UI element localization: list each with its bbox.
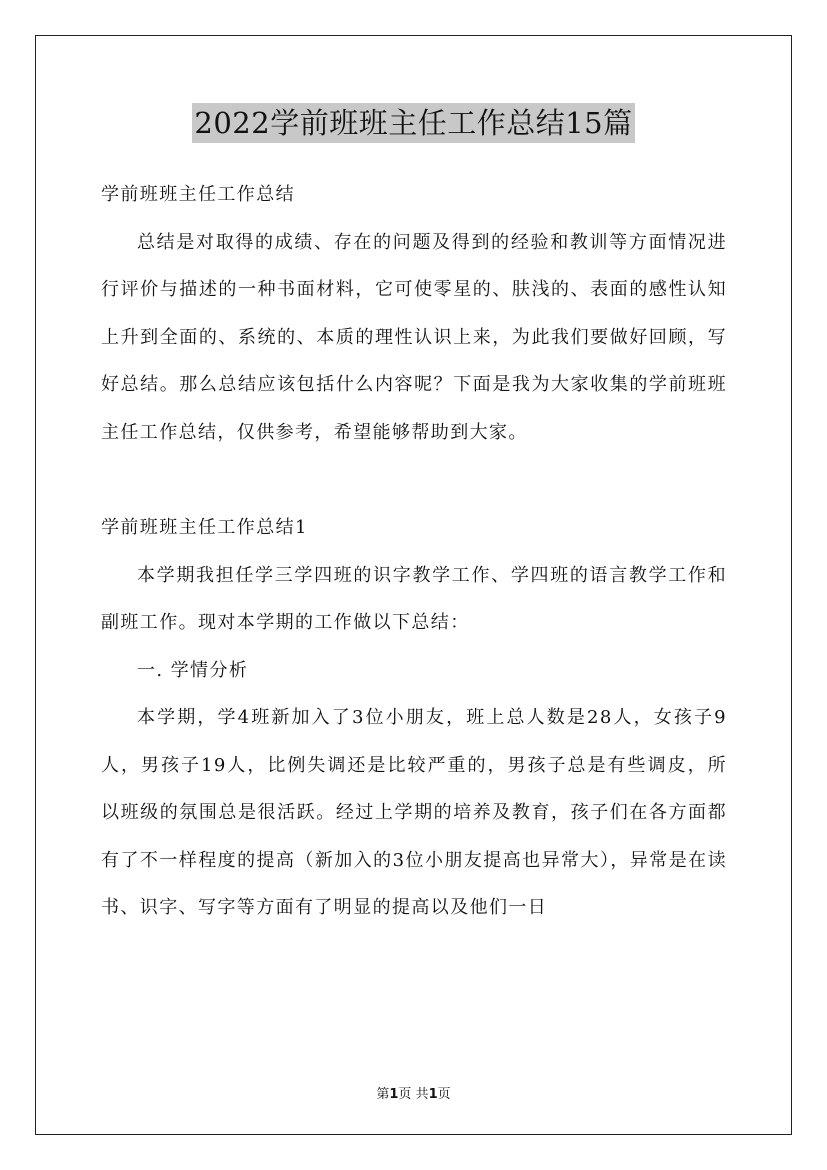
page-footer bbox=[0, 1083, 827, 1102]
section-heading-analysis: 一. 学情分析 bbox=[137, 659, 249, 681]
footer-total-pages: 1 bbox=[428, 1087, 438, 1102]
footer-prefix: 第 bbox=[376, 1087, 390, 1102]
footer-mid: 页 共 bbox=[398, 1087, 429, 1102]
intro-paragraph: 总结是对取得的成绩、存在的问题及得到的经验和教训等方面情况进行评价与描述的一种书面材料，它可使零星的、肤浅的、表面的感性认知上升到全面的、系统的、本质的理性认识上来，为此我们要做好回顾，写好总结。那么总结应该包括什么内容呢？下面是我为大家收集的学前班班主任工作总结，仅供参考，希望能够帮助到大家。 bbox=[101, 231, 727, 443]
title-wrap bbox=[0, 103, 827, 143]
summary-1-heading: 学前班班主任工作总结1 bbox=[101, 517, 308, 538]
section-spacer bbox=[101, 456, 727, 504]
analysis-paragraph: 本学期，学4班新加入了3位小朋友，班上总人数是28人，女孩子9人，男孩子19人，比例失调还是比较严重的，男孩子总是有些调皮，所以班级的氛围总是很活跃。经过上学期的培养及教育，孩子们在各方面都有了不一样程度的提高（新加入的3位小朋友提高也异常大），异常是在读书、识字、写字等方面有了明显的提高以及他们一日 bbox=[101, 707, 727, 918]
document-title: 2022学前班班主任工作总结15篇 bbox=[192, 103, 634, 143]
footer-suffix: 页 bbox=[437, 1087, 451, 1102]
intro-heading: 学前班班主任工作总结 bbox=[101, 184, 295, 205]
summary-1-paragraph: 本学期我担任学三学四班的识字教学工作、学四班的语言教学工作和副班工作。现对本学期的工作做以下总结： bbox=[101, 564, 727, 633]
footer-current-page: 1 bbox=[389, 1087, 399, 1102]
document-body bbox=[101, 171, 727, 932]
